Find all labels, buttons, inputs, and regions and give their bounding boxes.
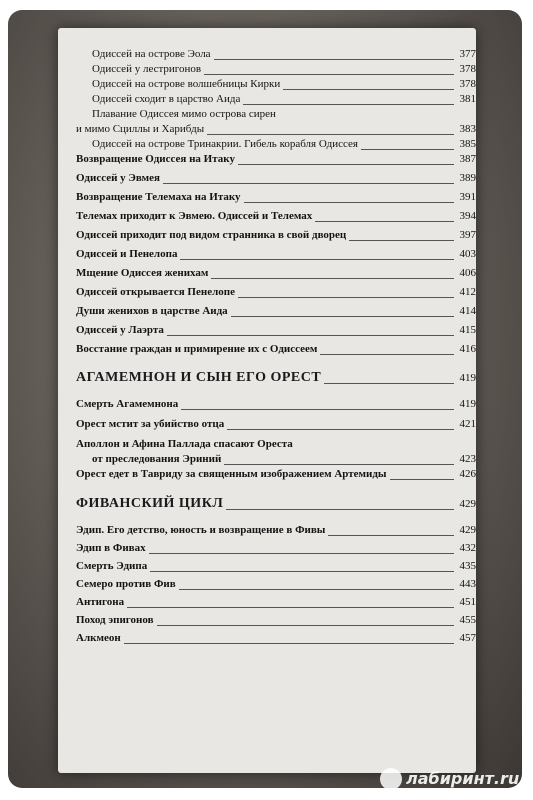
entry-title: Одиссей приходит под видом странника в свой дворец [76, 229, 347, 241]
entry-title: Аполлон и Афина Паллада спасают Ореста [76, 438, 293, 450]
page-number: 391 [459, 191, 476, 203]
toc-entry [76, 398, 476, 416]
leader-line [283, 89, 454, 90]
page-number: 432 [459, 542, 476, 554]
page-number: 416 [459, 343, 476, 355]
entry-title: Одиссей у лестригонов [92, 63, 202, 75]
page-number: 415 [459, 324, 476, 336]
entry-title: Души женихов в царстве Аида [76, 305, 228, 317]
toc-entry [76, 229, 476, 247]
toc-entry [76, 560, 476, 578]
leader-line [214, 59, 454, 60]
watermark-logo-icon [380, 768, 402, 790]
section-title: ФИВАНСКИЙ ЦИКЛ [76, 496, 224, 511]
leader-line [361, 149, 454, 150]
leader-line [231, 316, 454, 317]
watermark-text: лабиринт.ru [406, 769, 520, 788]
entry-title-continuation: и мимо Сциллы и Харибды [76, 123, 205, 135]
entry-title: Мщение Одиссея женихам [76, 267, 209, 279]
toc-entry [76, 632, 476, 650]
entry-title: Одиссей на острове Эола [92, 48, 211, 60]
page-number: 414 [459, 305, 476, 317]
page-number: 397 [459, 229, 476, 241]
entry-title: Орест едет в Тавриду за священным изображением Артемиды [76, 468, 387, 480]
toc-entry [76, 108, 476, 135]
page-number: 378 [459, 78, 476, 90]
page-number: 403 [459, 248, 476, 260]
section-heading [76, 370, 476, 388]
page-number: 429 [459, 498, 476, 510]
leader-line [179, 589, 454, 590]
leader-line [324, 383, 454, 384]
page-number: 429 [459, 524, 476, 536]
leader-line [227, 429, 454, 430]
entry-title: Плавание Одиссея мимо острова сирен [92, 108, 276, 120]
entry-title: Одиссей у Лаэрта [76, 324, 164, 336]
entry-title: Телемах приходит к Эвмею. Одиссей и Телемах [76, 210, 313, 222]
leader-line [127, 607, 454, 608]
toc-entry [76, 286, 476, 304]
entry-title: Одиссей у Эвмея [76, 172, 160, 184]
toc-entry [76, 267, 476, 285]
page-number: 419 [459, 372, 476, 384]
entry-title-continuation: от преследования Эриний [92, 453, 222, 465]
page-number: 451 [459, 596, 476, 608]
leader-line [243, 104, 454, 105]
leader-line [124, 643, 454, 644]
leader-line [167, 335, 454, 336]
toc-entry [76, 596, 476, 614]
section-title: АГАМЕМНОН И СЫН ЕГО ОРЕСТ [76, 370, 322, 385]
leader-line [163, 183, 454, 184]
entry-title: Одиссей и Пенелопа [76, 248, 178, 260]
entry-title: Алкмеон [76, 632, 121, 644]
entry-title: Смерть Эдипа [76, 560, 148, 572]
section-heading [76, 496, 476, 514]
page-number: 377 [459, 48, 476, 60]
toc-entry [76, 172, 476, 190]
leader-line [224, 464, 454, 465]
entry-title: Семеро против Фив [76, 578, 176, 590]
page-number: 378 [459, 63, 476, 75]
toc-entry [76, 210, 476, 228]
entry-title: Смерть Агамемнона [76, 398, 179, 410]
page-number: 387 [459, 153, 476, 165]
entry-title: Антигона [76, 596, 125, 608]
book-page [58, 28, 476, 773]
toc-entry [76, 248, 476, 266]
page-number: 435 [459, 560, 476, 572]
leader-line [238, 164, 454, 165]
leader-line [390, 479, 454, 480]
leader-line [180, 259, 454, 260]
toc-entry [76, 578, 476, 596]
toc-entry [76, 468, 476, 486]
page-number: 455 [459, 614, 476, 626]
leader-line [244, 202, 454, 203]
leader-line [157, 625, 454, 626]
toc-entry [76, 438, 476, 465]
toc-entry [76, 324, 476, 342]
toc-entry [76, 614, 476, 632]
page-number: 406 [459, 267, 476, 279]
page-number: 457 [459, 632, 476, 644]
leader-line [328, 535, 454, 536]
entry-title: Одиссей на острове волшебницы Кирки [92, 78, 281, 90]
toc-entry [76, 524, 476, 542]
page-number: 381 [459, 93, 476, 105]
page-number: 389 [459, 172, 476, 184]
page-number: 443 [459, 578, 476, 590]
entry-title: Одиссей открывается Пенелопе [76, 286, 235, 298]
leader-line [204, 74, 454, 75]
entry-title: Восстание граждан и примирение их с Одиссеем [76, 343, 318, 355]
toc-entry [76, 305, 476, 323]
leader-line [320, 354, 454, 355]
page-number: 394 [459, 210, 476, 222]
leader-line [211, 278, 454, 279]
leader-line [150, 571, 454, 572]
leader-line [226, 509, 454, 510]
entry-title: Поход эпигонов [76, 614, 154, 626]
page-number: 383 [459, 123, 476, 135]
toc-entry [76, 191, 476, 209]
page-number: 423 [459, 453, 476, 465]
leader-line [349, 240, 454, 241]
entry-title: Одиссей сходит в царство Аида [92, 93, 241, 105]
entry-title: Возвращение Телемаха на Итаку [76, 191, 241, 203]
toc-entry [76, 542, 476, 560]
watermark-logo [380, 764, 530, 792]
entry-title: Возвращение Одиссея на Итаку [76, 153, 235, 165]
toc-entry [76, 418, 476, 436]
leader-line [149, 553, 454, 554]
leader-line [238, 297, 454, 298]
entry-title: Орест мстит за убийство отца [76, 418, 225, 430]
page-number: 385 [459, 138, 476, 150]
leader-line [315, 221, 454, 222]
page-number: 419 [459, 398, 476, 410]
page-number: 426 [459, 468, 476, 480]
toc-entry [76, 153, 476, 171]
page-number: 412 [459, 286, 476, 298]
toc-entry [76, 343, 476, 361]
leader-line [181, 409, 454, 410]
entry-title: Эдип в Фивах [76, 542, 146, 554]
entry-title: Одиссей на острове Тринакрии. Гибель корабля Одиссея [92, 138, 358, 150]
leader-line [207, 134, 454, 135]
page-number: 421 [459, 418, 476, 430]
entry-title: Эдип. Его детство, юность и возвращение в Фивы [76, 524, 326, 536]
